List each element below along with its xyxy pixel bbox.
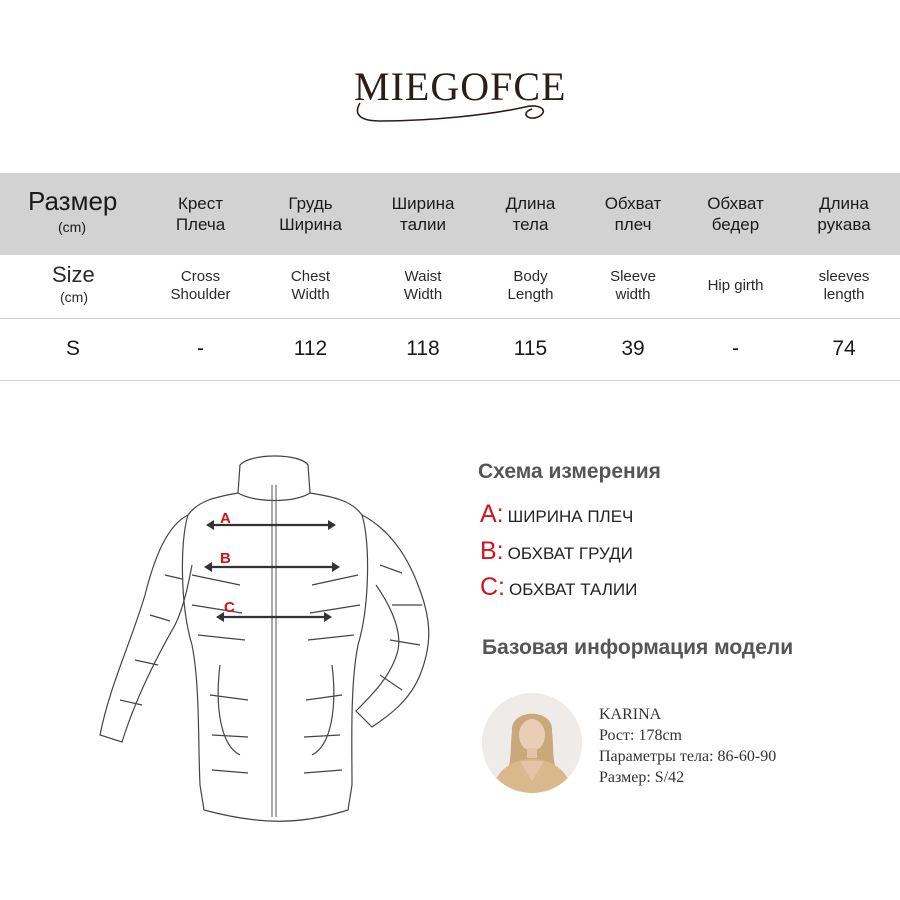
legend-letter: A: (480, 500, 504, 528)
header-cell: Длина рукава (817, 194, 871, 234)
model-height: Рост: 178cm (599, 727, 682, 744)
header-size-en: Size (52, 262, 95, 288)
header-cell: Ширина талии (391, 194, 455, 234)
legend-text: ОБХВАТ ТАЛИИ (509, 580, 638, 599)
header-cell: Waist Width (403, 268, 443, 304)
header-cell: Sleeve width (610, 268, 656, 304)
value-cell: 39 (621, 337, 645, 360)
header-cell: Обхват плеч (604, 194, 662, 234)
model-name: KARINA (599, 706, 662, 723)
measure-label-a: A (220, 510, 231, 527)
legend-item-b (480, 537, 633, 566)
header-cell: Обхват бедер (707, 194, 764, 234)
table-row (0, 318, 900, 380)
brand-logo (340, 55, 567, 135)
value-cell: 118 (406, 337, 440, 360)
header-cell: sleeves length (818, 268, 870, 304)
legend-letter: B: (480, 537, 504, 565)
model-avatar (482, 693, 582, 793)
header-cell: Cross Shoulder (170, 268, 231, 304)
value-cell: - (197, 337, 204, 360)
scheme-title: Схема измерения (478, 460, 661, 483)
header-cell: Грудь Ширина (279, 194, 342, 234)
measure-label-b: B (220, 550, 231, 567)
measure-label-c: C (224, 599, 235, 616)
model-title: Базовая информация модели (482, 636, 794, 659)
brand-name: MIEGOFCE (354, 64, 567, 109)
zipper (272, 485, 276, 817)
legend-text: ШИРИНА ПЛЕЧ (507, 507, 634, 526)
size-cell: S (66, 337, 81, 360)
header-unit-en: (cm) (60, 289, 88, 306)
value-cell: 74 (832, 337, 856, 360)
legend-item-c (480, 573, 637, 602)
header-cell (0, 173, 148, 255)
table-header-ru (0, 173, 900, 255)
model-info (599, 704, 776, 788)
value-cell: 112 (293, 337, 328, 360)
header-cell: Hip girth (707, 277, 764, 295)
header-cell: Body Length (507, 268, 554, 304)
legend-letter: C: (480, 573, 505, 601)
model-params: Параметры тела: 86-60-90 (599, 748, 777, 765)
header-cell: Крест Плеча (175, 194, 226, 234)
legend-text: ОБХВАТ ГРУДИ (507, 544, 633, 563)
jacket-outline (100, 456, 429, 821)
jacket-diagram (80, 445, 460, 875)
model-size: Размер: S/42 (599, 769, 685, 786)
header-unit-ru: (cm) (58, 219, 86, 235)
header-size-ru: Размер (28, 186, 118, 216)
header-cell: Длина тела (505, 194, 556, 234)
size-table (0, 173, 900, 381)
table-header-en (0, 255, 900, 318)
value-cell: - (732, 337, 739, 360)
header-cell: Chest Width (290, 268, 331, 304)
value-cell: 115 (513, 337, 548, 360)
legend-item-a (480, 500, 633, 529)
header-cell (0, 255, 148, 318)
model-photo (482, 693, 582, 793)
